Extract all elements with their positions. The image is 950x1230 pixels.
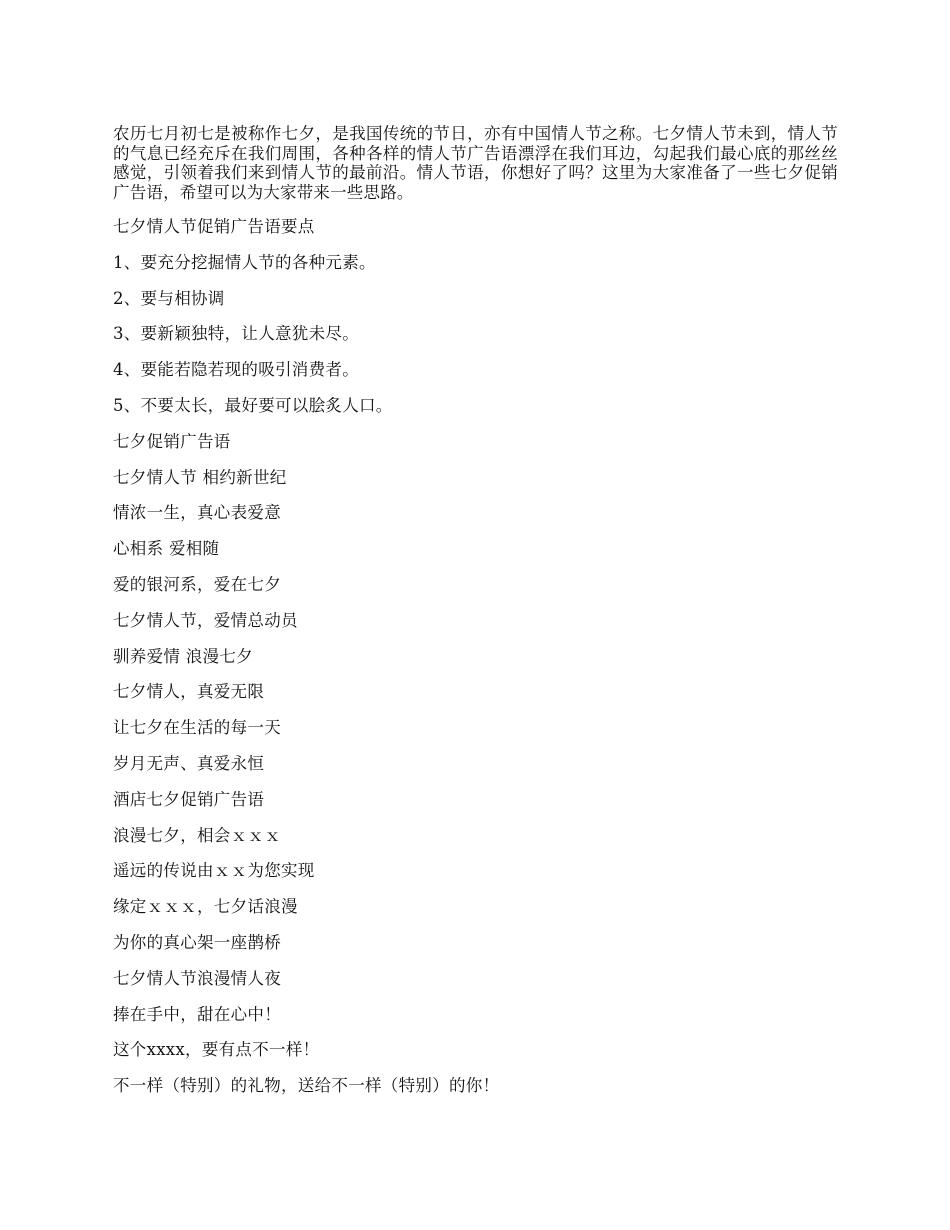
section-heading-hotel-slogans: 酒店七夕促销广告语 [113, 789, 265, 809]
tip-item-4: 4、要能若隐若现的吸引消费者。 [113, 360, 359, 380]
slogan-line: 七夕情人，真爱无限 [113, 682, 265, 702]
slogan-line: 驯养爱情 浪漫七夕 [113, 646, 253, 666]
slogan-line: 这个xxxx，要有点不一样！ [113, 1040, 320, 1060]
section-heading-slogans: 七夕促销广告语 [113, 431, 231, 451]
slogan-line: 让七夕在生活的每一天 [113, 718, 281, 738]
slogan-line: 为你的真心架一座鹊桥 [113, 932, 281, 952]
slogan-line: 情浓一生，真心表爱意 [113, 503, 281, 523]
slogan-line: 缘定ｘｘｘ，七夕话浪漫 [113, 897, 298, 917]
intro-paragraph: 农历七月初七是被称作七夕，是我国传统的节日，亦有中国情人节之称。七夕情人节未到，情人节的气息已经充斥在我们周围，各种各样的情人节广告语漂浮在我们耳边，勾起我们最心底的那丝丝感觉，引领着我们来到情人节的最前沿。情人节语，你想好了吗？这里为大家准备了一些七夕促销广告语，希望可以为大家带来一些思路。 [113, 124, 838, 202]
tip-item-3: 3、要新颖独特，让人意犹未尽。 [113, 324, 359, 344]
slogan-line: 遥远的传说由ｘｘ为您实现 [113, 861, 315, 881]
slogan-line: 七夕情人节 相约新世纪 [113, 467, 287, 487]
slogan-line: 浪漫七夕，相会ｘｘｘ [113, 825, 281, 845]
tip-item-5: 5、不要太长，最好要可以脍炙人口。 [113, 395, 393, 415]
slogan-line: 爱的银河系，爱在七夕 [113, 574, 281, 594]
slogan-line: 七夕情人节，爱情总动员 [113, 610, 298, 630]
section-heading-tips: 七夕情人节促销广告语要点 [113, 217, 315, 236]
slogan-line: 七夕情人节浪漫情人夜 [113, 968, 281, 988]
tip-item-2: 2、要与相协调 [113, 288, 225, 308]
slogan-line: 心相系 爱相随 [113, 539, 220, 559]
slogan-line: 岁月无声、真爱永恒 [113, 753, 265, 773]
tip-item-1: 1、要充分挖掘情人节的各种元素。 [113, 252, 376, 272]
document-page [113, 124, 838, 1096]
slogan-line: 不一样（特别）的礼物，送给不一样（特别）的你！ [113, 1076, 500, 1096]
slogan-line: 捧在手中，甜在心中！ [113, 1004, 281, 1024]
